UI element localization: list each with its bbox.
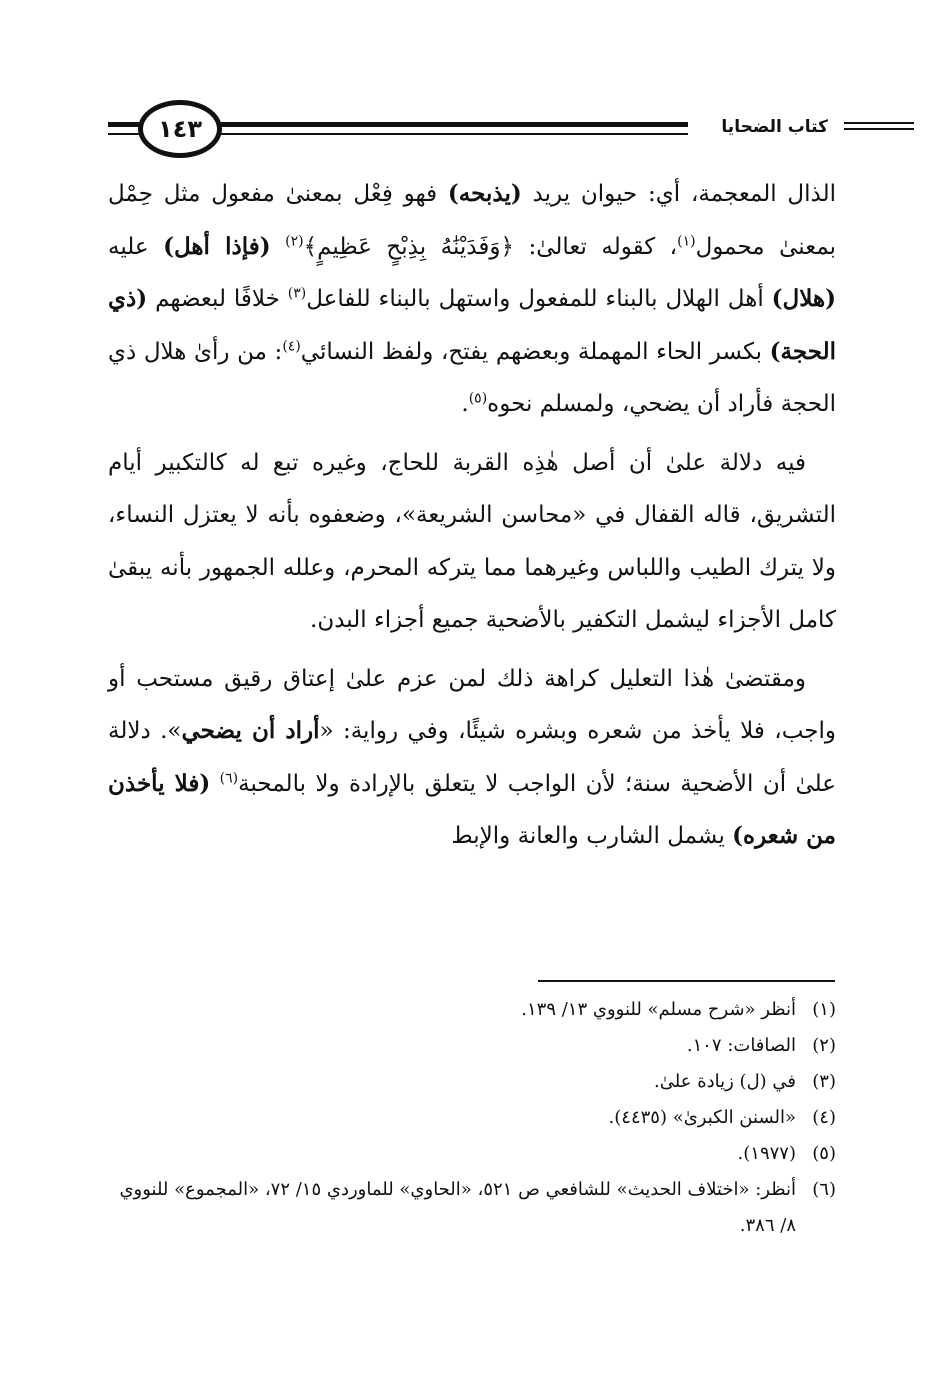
text-run: يشمل الشارب والعانة والإبط [451,823,733,849]
footnote-text: (١٩٧٧). [737,1143,796,1164]
footnote-number: (٦) [812,1179,836,1200]
bold-run: (فلا يأخذن من شعره) [108,769,836,849]
bold-run: (ذي الحجة) [108,285,836,365]
paragraph-1 [108,168,836,431]
footnote-ref: (٦) [219,769,239,786]
text-run: ومقتضىٰ هٰذا التعليل كراهة ذلك لمن عزم علىٰ إعتاق رقيق مستحب أو واجب، فلا يأخذ من شعره وبشره شيئًا، وفي رواية: « [108,665,836,744]
footnotes [108,992,836,1244]
footnote-text: الصافات: ١٠٧. [686,1035,796,1056]
text-run: عليه [108,233,164,260]
footnote-number: (٤) [812,1107,836,1128]
bold-run: أراد أن يضحي [181,717,320,744]
page-number [138,100,222,158]
paragraph-3 [108,653,836,863]
footnote-ref: (٢) [285,232,304,249]
text-run: فهو فِعْل بمعنىٰ مفعول مثل حِمْل بمعنىٰ محمول [108,181,837,260]
footnote-ref: (١) [677,232,696,249]
footnote-separator [538,980,835,982]
text-run: الذال المعجمة، أي: حيوان يريد [521,181,837,207]
page-header [0,88,944,178]
footnote-item [108,1136,836,1172]
footnote-number: (٢) [812,1035,836,1056]
text-run: . [461,391,469,417]
text-run [210,771,219,797]
quran-verse: ، كقوله تعالىٰ: ﴿وَفَدَيْنَٰهُ بِذِبْحٍ عَظِيمٍ﴾ [303,233,678,260]
text-run [271,234,286,260]
footnote-number: (١) [812,999,836,1020]
footnote-item [108,1064,836,1100]
text-run: خلافًا لبعضهم [147,286,288,312]
footnote-text: أنظر: «اختلاف الحديث» للشافعي ص ٥٢١، «الحاوي» للماوردي ١٥/ ٧٢، «المجموع» للنووي ٨/ ٣٨٦. [119,1179,796,1236]
text-run: أهل الهلال بالبناء للمفعول واستهل بالبناء للفاعل [306,286,772,312]
footnote-ref: (٣) [287,285,307,302]
text-run: : من رأىٰ هلال ذي الحجة فأراد أن يضحي، ولمسلم نحوه [108,338,836,417]
footnote-ref: (٥) [468,390,488,407]
footnote-item [108,992,836,1028]
bold-run: (يذبحه) [447,180,522,207]
footnote-item [108,1100,836,1136]
title-ornament [844,122,914,134]
running-title: كتاب الضحايا [713,117,836,137]
text-run: بكسر الحاء المهملة وبعضهم يفتح، ولفظ النسائي [300,338,770,365]
footnote-text: «السنن الكبرىٰ» (٤٤٣٥). [608,1107,796,1128]
text-run: ». دلالة علىٰ أن الأضحية سنة؛ لأن الواجب لا يتعلق بالإرادة ولا بالمحبة [108,718,836,797]
main-text [108,168,836,863]
bold-run: (فإذا أهل) [163,232,271,260]
footnote-text: أنظر «شرح مسلم» للنووي ١٣/ ١٣٩. [521,999,796,1020]
paragraph-2: فيه دلالة علىٰ أن أصل هٰذِه القربة للحاج، وغيره تبع له كالتكبير أيام التشريق، قاله القفال في «محاسن الشريعة»، وضعفوه بأنه لا يعتزل النساء، ولا يترك الطيب واللباس وغيرهما مما يتركه المحرم، وعلله الجمهور بأنه يبقىٰ كامل الأجزاء ليشمل التكفير بالأضحية جميع أجزاء البدن. [108,449,836,633]
footnote-ref: (٤) [282,337,301,354]
page-number-text: ١٤٣ [158,115,202,143]
footnote-text: في (ل) زيادة علىٰ. [654,1071,796,1092]
footnote-item [108,1028,836,1064]
footnote-number: (٥) [812,1143,836,1164]
footnote-item [108,1172,836,1244]
bold-run: (هلال) [771,285,836,312]
footnote-number: (٣) [812,1071,836,1092]
